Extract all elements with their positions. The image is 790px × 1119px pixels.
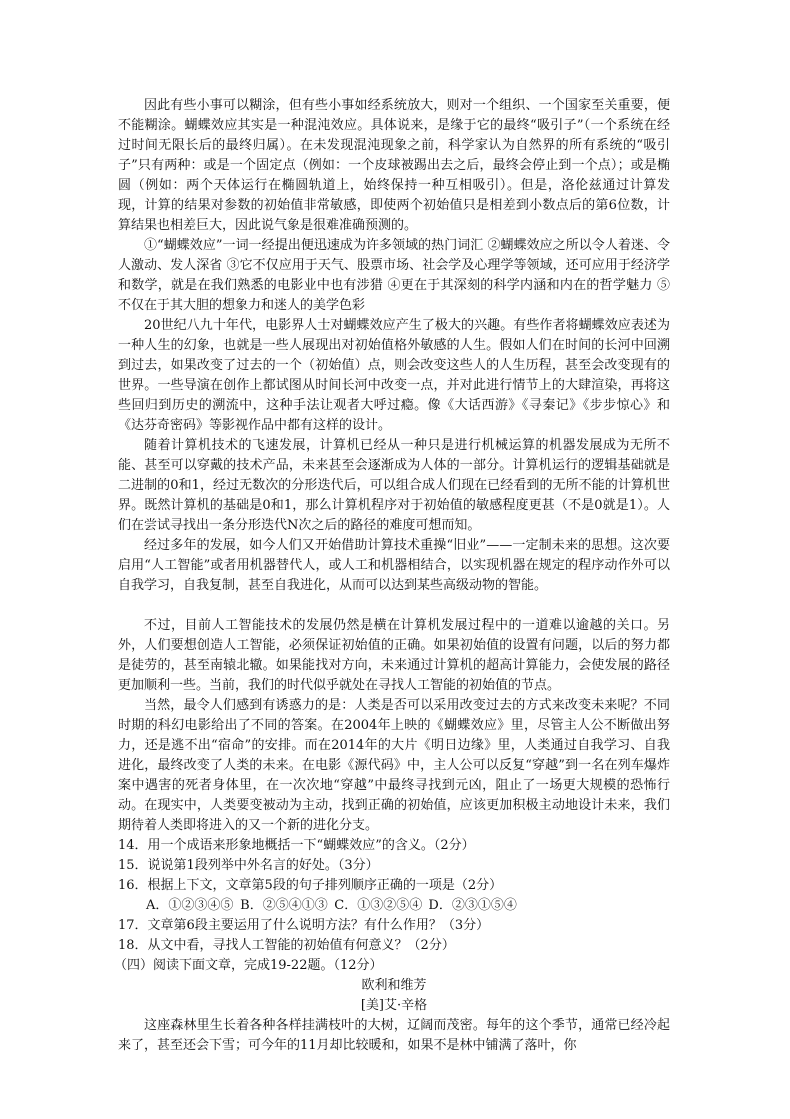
question-14: 14．用一个成语来形象地概括一下“蝴蝶效应”的含义。（2分） bbox=[118, 838, 475, 853]
story-title: 欧利和维芳 bbox=[361, 978, 427, 993]
option-c: C．①③②⑤④ bbox=[334, 898, 423, 913]
question-16: 16．根据上下文，文章第5段的句子排列顺序正确的一项是（2分） bbox=[118, 878, 503, 893]
paragraph-3: 20世纪八九十年代，电影界人士对蝴蝶效应产生了极大的兴趣。有些作者将蝴蝶效应表述为一种人生的幻象，也就是一些人展现出对初始值格外敏感的人生。假如人们在时间的长河中回溯到过去，如果改变了过去的一个（初始值）点，则会改变这些人的人生历程，甚至会改变现有的世界。一些导演在创作上都试图从时间长河中改变一点，并对此进行情节上的大肆渲染，再将这些回归到历史的溯流中，这种手法让观者大呼过瘾。像《大话西游》《寻秦记》《步步惊心》和《达芬奇密码》等影视作品中都有这样的设计。 bbox=[118, 318, 670, 433]
spacer bbox=[118, 596, 670, 616]
question-16-options bbox=[118, 896, 670, 916]
question-17: 17．文章第6段主要运用了什么说明方法？有什么作用？（3分） bbox=[118, 918, 490, 933]
option-d: D．②③①⑤④ bbox=[428, 898, 517, 913]
paragraph-4: 随着计算机技术的飞速发展，计算机已经从一种只是进行机械运算的机器发展成为无所不能、甚至可以穿戴的技术产品，未来甚至会逐渐成为人体的一部分。计算机运行的逻辑基础就是二进制的0和1，经过无数次的分形迭代后，可以组合成人们现在已经看到的无所不能的计算机世界。既然计算机的基础是0和1，那么计算机程序对于初始值的敏感程度更甚（不是0就是1）。人们在尝试寻找出一条分形迭代N次之后的路径的难度可想而知。 bbox=[118, 438, 670, 533]
document-page bbox=[114, 96, 670, 1056]
paragraph-1: 因此有些小事可以糊涂，但有些小事如经系统放大，则对一个组织、一个国家至关重要，便不能糊涂。蝴蝶效应其实是一种混沌效应。具体说来，是缘于它的最终“吸引子”（一个系统在经过时间无限长后的最终归属）。在未发现混沌现象之前，科学家认为自然界的所有系统的“吸引子”只有两种：或是一个固定点（例如：一个皮球被踢出去之后，最终会停止到一个点）；或是椭圆（例如：两个天体运行在椭圆轨道上，始终保持一种互相吸引）。但是，洛伦兹通过计算发现，计算的结果对参数的初始值非常敏感，即使两个初始值只是相差到小数点后的第6位数，计算结果也相差巨大，因此说气象是很难准确预测的。 bbox=[118, 98, 670, 233]
section-4-heading: （四）阅读下面文章，完成19-22题。（12分） bbox=[114, 958, 383, 973]
paragraph-6: 不过，目前人工智能技术的发展仍然是横在计算机发展过程中的一道难以逾越的关口。另外，人们要想创造人工智能，必须保证初始值的正确。如果初始值的设置有问题，以后的努力都是徒劳的，甚至南辕北辙。如果能找对方向，未来通过计算机的超高计算能力，会使发展的路径更加顺利一些。当前，我们的时代似乎就处在寻找人工智能的初始值的节点。 bbox=[118, 618, 670, 693]
option-a: A．①②③④⑤ bbox=[146, 898, 234, 913]
option-b: B．②⑤④①③ bbox=[240, 898, 328, 913]
story-paragraph-1: 这座森林里生长着各种各样挂满枝叶的大树，辽阔而茂密。每年的这个季节，通常已经冷起来了，甚至还会下雪；可今年的11月却比较暖和，如果不是林中铺满了落叶，你 bbox=[118, 1018, 670, 1053]
story-author: [美]艾·辛格 bbox=[360, 998, 428, 1013]
paragraph-2-sentences: ①“蝴蝶效应”一词一经提出便迅速成为许多领域的热门词汇 ②蝴蝶效应之所以令人着迷、令人激动、发人深省 ③它不仅应用于天气、股票市场、社会学及心理学等领域，还可应用于经济学和数学，就是在我们熟悉的电影业中也有涉猎 ④更在于其深刻的科学内涵和内在的哲学魅力 ⑤不仅在于其大胆的想象力和迷人的美学色彩 bbox=[118, 238, 670, 313]
question-18: 18．从文中看，寻找人工智能的初始值有何意义？（2分） bbox=[118, 938, 455, 953]
paragraph-5: 经过多年的发展，如今人们又开始借助计算技术重操“旧业”——一定制未来的思想。这次要启用“人工智能”或者用机器替代人，或人工和机器相结合，以实现机器在规定的程序动作外可以自我学习，自我复制，甚至自我进化，从而可以达到某些高级动物的智能。 bbox=[118, 538, 670, 593]
paragraph-7: 当然，最令人们感到有诱惑力的是：人类是否可以采用改变过去的方式来改变未来呢？不同时期的科幻电影给出了不同的答案。在2004年上映的《蝴蝶效应》里，尽管主人公不断做出努力，还是逃不出“宿命”的安排。而在2014年的大片《明日边缘》里，人类通过自我学习、自我进化，最终改变了人类的未来。在电影《源代码》中，主人公可以反复“穿越”到一名在列车爆炸案中遇害的死者身体里，在一次次地“穿越”中最终寻找到元凶，阻止了一场更大规模的恐怖行动。在现实中，人类要变被动为主动，找到正确的初始值，应该更加积极主动地设计未来，我们期待着人类即将进入的又一个新的进化分支。 bbox=[118, 698, 670, 833]
question-15: 15．说说第1段列举中外名言的好处。（3分） bbox=[118, 858, 379, 873]
